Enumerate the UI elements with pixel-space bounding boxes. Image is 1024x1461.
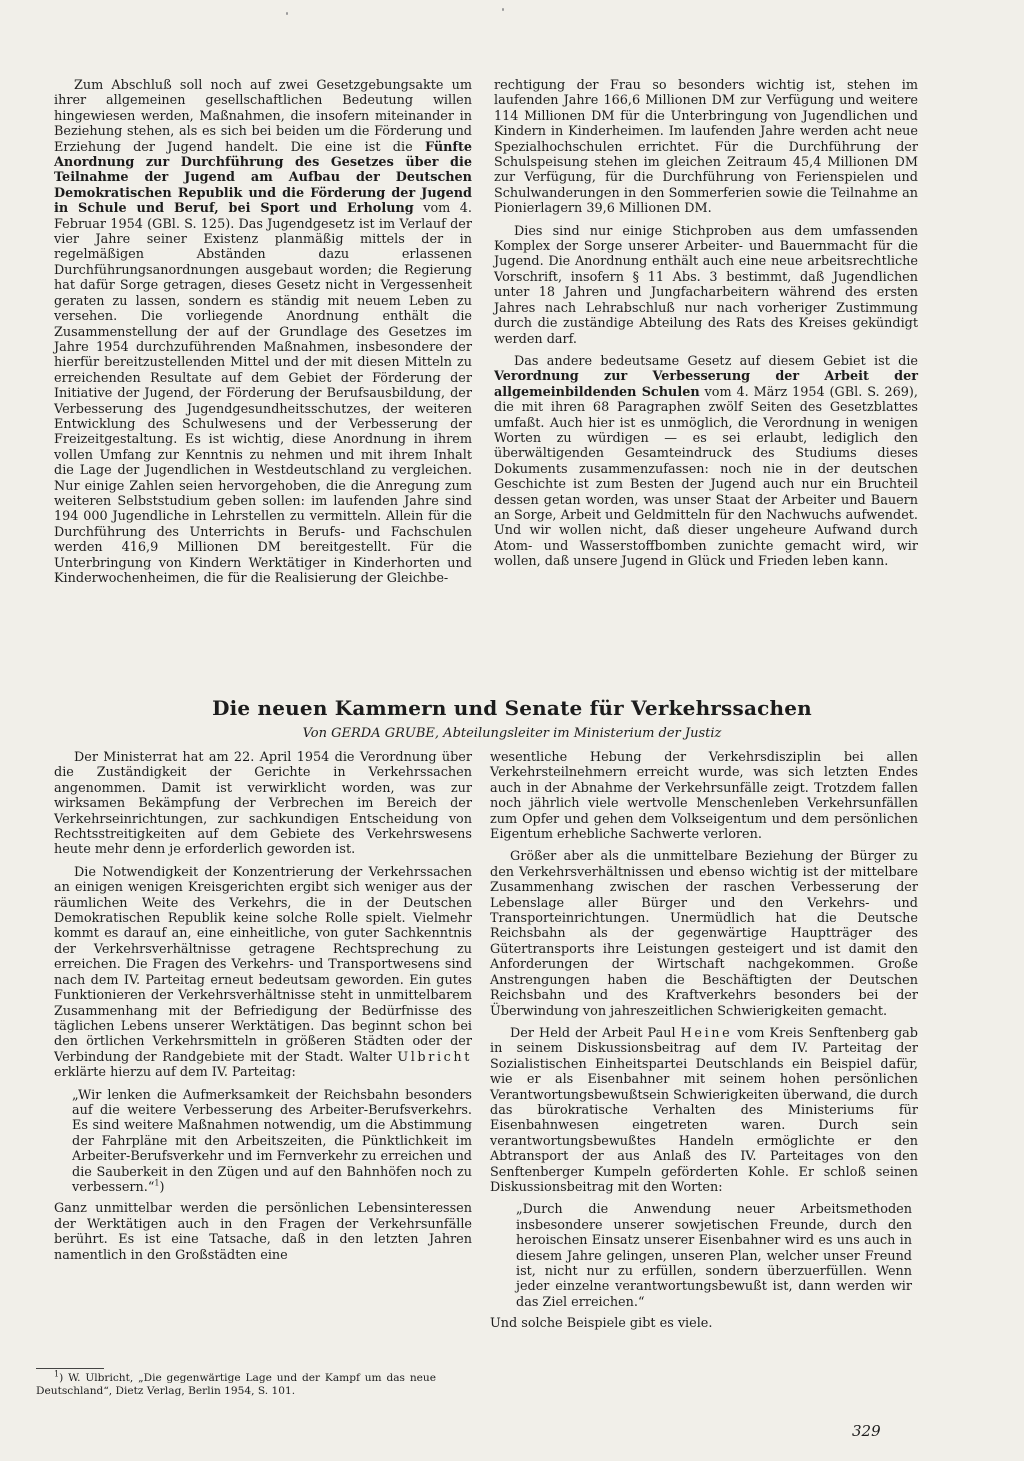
paragraph: rechtigung der Frau so besonders wichtig ist, stehen im laufenden Jahre 166,6 Millionen DM zur Verfügung und weitere 114 Millionen DM für die Unterbringung von Jugendlichen und Kindern in Kinderheimen. Im laufenden Jahre werden acht neue Spezialhochschulen errichtet. Für die Durchführung der Schulspeisung stehen im gleichen Zeitraum 45,4 Millionen DM zur Verfügung, für die Durchführung von Ferienspielen und Schulwanderungen in den Sommerferien sowie die Teilnahme an Pionierlagern 39,6 Millionen DM. [494, 78, 918, 217]
law-title-bold: Fünfte Anordnung zur Durchführung des Gesetzes über die Teilnahme der Jugend am Aufbau der Deutschen Demokratischen Republik und die Förderung der Jugend in Schule und Beruf, bei Sport und Erholung [54, 139, 472, 217]
block-quote: „Durch die Anwendung neuer Arbeitsmethoden insbesondere unserer sowjetischen Freunde, durch den heroischen Einsatz unserer Eisenbahner wird es uns auch in diesem Jahre gelingen, unseren Plan, welcher unser Freund ist, nicht nur zu erfüllen, sondern überzuerfüllen. Wenn jeder einzelne verantwortungsbewußt ist, dann werden wir das Ziel erreichen.“ [516, 1202, 912, 1310]
bottom-right-column [490, 750, 918, 1339]
regulation-title-bold: Verordnung zur Verbesserung der Arbeit der allgemeinbildenden Schulen [494, 369, 918, 400]
spaced-name: Heine [680, 1025, 733, 1041]
page-number: 329 [852, 1422, 881, 1440]
article-title: Die neuen Kammern und Senate für Verkehrssachen [212, 696, 812, 720]
paragraph: Die Notwendigkeit der Konzentrierung der Verkehrssachen an einigen wenigen Kreisgerichten ergibt sich weniger aus der räumlichen Weite des Verkehrs, die in der Deutschen Demokratischen Republik keine solche Rolle spielt. Vielmehr kommt es darauf an, eine einheitliche, von guter Sachkenntnis der Verkehrsverhältnisse getragene Rechtsprechung zu erreichen. Die Fragen des Verkehrs- und Transportwesens sind nach dem IV. Parteitag erneut bedeutsam geworden. Ein gutes Funktionieren der Verkehrsverhältnisse steht in unmittelbarem Zusammenhang mit der Befriedigung der Bedürfnisse des täglichen Lebens unserer Werktätigen. Das beginnt schon bei den örtlichen Verkehrsmitteln in größeren Städten oder der Verbindung der Randgebiete mit der Stadt. Walter Ulbricht erklärte hierzu auf dem IV. Parteitag: [54, 864, 472, 1081]
bottom-left-column [54, 750, 472, 1270]
scan-speck [286, 12, 288, 15]
paragraph: Der Ministerrat hat am 22. April 1954 die Verordnung über die Zuständigkeit der Gerichte in Verkehrssachen angenommen. Damit ist verwirklicht worden, was zur wirksamen Bekämpfung der Verbrechen im Bereich der Verkehrseinrichtungen, zur sachkundigen Entscheidung von Rechtsstreitigkeiten auf dem Gebiete des Verkehrswesens heute mehr denn je erforderlich geworden ist. [54, 750, 472, 858]
footnote-ref: 1 [154, 1178, 160, 1188]
paragraph: Und solche Beispiele gibt es viele. [490, 1316, 713, 1332]
paragraph: Der Held der Arbeit Paul Heine vom Kreis Senftenberg gab in seinem Diskussionsbeitrag auf dem IV. Parteitag der Sozialistischen Einheitspartei Deutschlands ein Beispiel dafür, wie er als Eisenbahner mit seinem hohen persönlichen Verantwortungsbewußtsein Schwierigkeiten überwand, die durch das bürokratische Verhalten des Ministeriums für Eisenbahnwesen eingetreten waren. Durch sein verantwortungsbewußtes Handeln ermöglichte er den Abtransport der aus Anlaß des IV. Parteitages von den Senftenberger Kumpeln geförderten Kohle. Er schloß seinen Diskussionsbeitrag mit den Worten: [490, 1025, 918, 1195]
paragraph: Ganz unmittelbar werden die persönlichen Lebensinteressen der Werktätigen auch in den Fragen der Verkehrsunfälle berührt. Es ist eine Tatsache, daß in den letzten Jahren namentlich in den Großstädten eine [54, 1201, 472, 1263]
paragraph: Das andere bedeutsame Gesetz auf diesem Gebiet ist die Verordnung zur Verbesserung der Arbeit der allgemeinbildenden Schulen vom 4. März 1954 (GBl. S. 269), die mit ihren 68 Paragraphen zwölf Seiten des Gesetzblattes umfaßt. Auch hier ist es unmöglich, die Verordnung in wenigen Worten zu würdigen — es sei erlaubt, lediglich den überwältigenden Gesamteindruck des Studiums dieses Dokuments zusammenzufassen: noch nie in der deutschen Geschichte ist zum Besten der Jugend auch nur ein Bruchteil dessen getan worden, was unser Staat der Arbeiter und Bauern an Sorge, Arbeit und Geldmitteln für den Nachwuchs aufwendet. Und wir wollen nicht, daß dieser ungeheure Aufwand durch Atom- und Wasserstoffbomben zunichte gemacht wird, wir wollen, daß unsere Jugend in Glück und Frieden leben kann. [494, 353, 918, 570]
top-right-column [494, 78, 918, 577]
spaced-name: Ulbricht [397, 1049, 472, 1065]
paragraph: Zum Abschluß soll noch auf zwei Gesetzgebungsakte um ihrer allgemeinen gesellschaftlichen Bedeutung willen hingewiesen werden, Maßnahmen, die insofern miteinander in Beziehung stehen, als es sich bei beiden um die Förderung und Erziehung der Jugend handelt. Die eine ist die Fünfte Anordnung zur Durchführung des Gesetzes über die Teilnahme der Jugend am Aufbau der Deutschen Demokratischen Republik und die Förderung der Jugend in Schule und Beruf, bei Sport und Erholung vom 4. Februar 1954 (GBl. S. 125). Das Jugendgesetz ist im Verlauf der vier Jahre seiner Existenz planmäßig mittels der in regelmäßigen Abständen dazu erlassenen Durchführungsanordnungen ausgebaut worden; die Regierung hat dafür Sorge getragen, dieses Gesetz nicht in Vergessenheit geraten zu lassen, sondern es ständig mit neuem Leben zu versehen. Die vorliegende Anordnung enthält die Zusammenstellung der auf der Grundlage des Gesetzes im Jahre 1954 durchzuführenden Maßnahmen, insbesondere der hierfür bereitzustellenden Mittel und der mit diesen Mitteln zu erreichenden Resultate auf dem Gebiet der Förderung der Initiative der Jugend, der Förderung der Berufsausbildung, der Verbesserung des Jugendgesundheitsschutzes, der weiteren Entwicklung des Schulwesens und der Verbesserung der Freizeitgestaltung. Es ist wichtig, diese Anordnung in ihrem vollen Umfang zur Kenntnis zu nehmen und mit ihrem Inhalt die Lage der Jugendlichen in Westdeutschland zu vergleichen. Nur einige Zahlen seien hervorgehoben, die die Anregung zum weiteren Selbststudium geben sollen: im laufenden Jahre sind 194 000 Jugendliche in Lehrstellen zu vermitteln. Allein für die Durchführung des Unterrichts in Berufs- und Fachschulen werden 416,9 Millionen DM bereitgestellt. Für die Unterbringung von Kindern Werktätiger in Kinderhorten und Kinderwochenheimen, die für die Realisierung der Gleichbe- [54, 78, 473, 586]
footnote-marker: 1 [54, 1369, 60, 1379]
top-left-column [54, 78, 472, 593]
footnote: $^1$) W. Ulbricht, „Die gegenwärtige Lage und der Kampf um das neue Deutschland“, Dietz Verlag, Berlin 1954, S. 101. [36, 1369, 436, 1397]
footnote-rule [36, 1368, 104, 1369]
paragraph: wesentliche Hebung der Verkehrsdisziplin bei allen Verkehrsteilnehmern erreicht wurde, was sich letzten Endes auch in der Abnahme der Verkehrsunfälle zeigt. Trotzdem fallen noch jährlich viele wertvolle Menschenleben Verkehrsunfällen zum Opfer und gehen dem Volkseigentum und dem persönlichen Eigentum erhebliche Sachwerte verloren. [490, 750, 918, 843]
block-quote: „Wir lenken die Aufmerksamkeit der Reichsbahn besonders auf die weitere Verbesserung des Arbeiter-Berufsverkehrs. Es sind weitere Maßnahmen notwendig, um die Abstimmung der Fahrpläne mit den Arbeitszeiten, die Pünktlichkeit im Arbeiter-Berufsverkehr und im Fernverkehr zu erreichen und die Sauberkeit in den Zügen und auf den Bahnhöfen noch zu verbessern.“$^1$) [72, 1087, 473, 1195]
paragraph: Größer aber als die unmittelbare Beziehung der Bürger zu den Verkehrsverhältnissen und ebenso wichtig ist der mittelbare Zusammenhang zwischen der raschen Verbesserung der Lebenslage aller Bürger und den Verkehrs- und Transporteinrichtungen. Unermüdlich hat die Deutsche Reichsbahn als der gegenwärtige Hauptträger des Gütertransports ihre Leistungen gesteigert und ist damit den Anforderungen der Wirtschaft nachgekommen. Große Anstrengungen haben die Beschäftigten der Deutschen Reichsbahn und des Kraftverkehrs besonders bei der Überwindung von jahreszeitlichen Schwierigkeiten gemacht. [490, 849, 918, 1019]
scan-speck [502, 8, 504, 11]
article-byline: Von GERDA GRUBE, Abteilungsleiter im Ministerium der Justiz [302, 726, 722, 741]
paragraph: Dies sind nur einige Stichproben aus dem umfassenden Komplex der Sorge unserer Arbeiter- und Bauernmacht für die Jugend. Die Anordnung enthält auch eine neue arbeitsrechtliche Vorschrift, insofern § 11 Abs. 3 bestimmt, daß Jugendlichen unter 18 Jahren und Jungfacharbeitern während des ersten Jahres nach Lehrabschluß nur nach vorheriger Zustimmung durch die zuständige Abteilung des Rats des Kreises gekündigt werden darf. [494, 223, 918, 347]
